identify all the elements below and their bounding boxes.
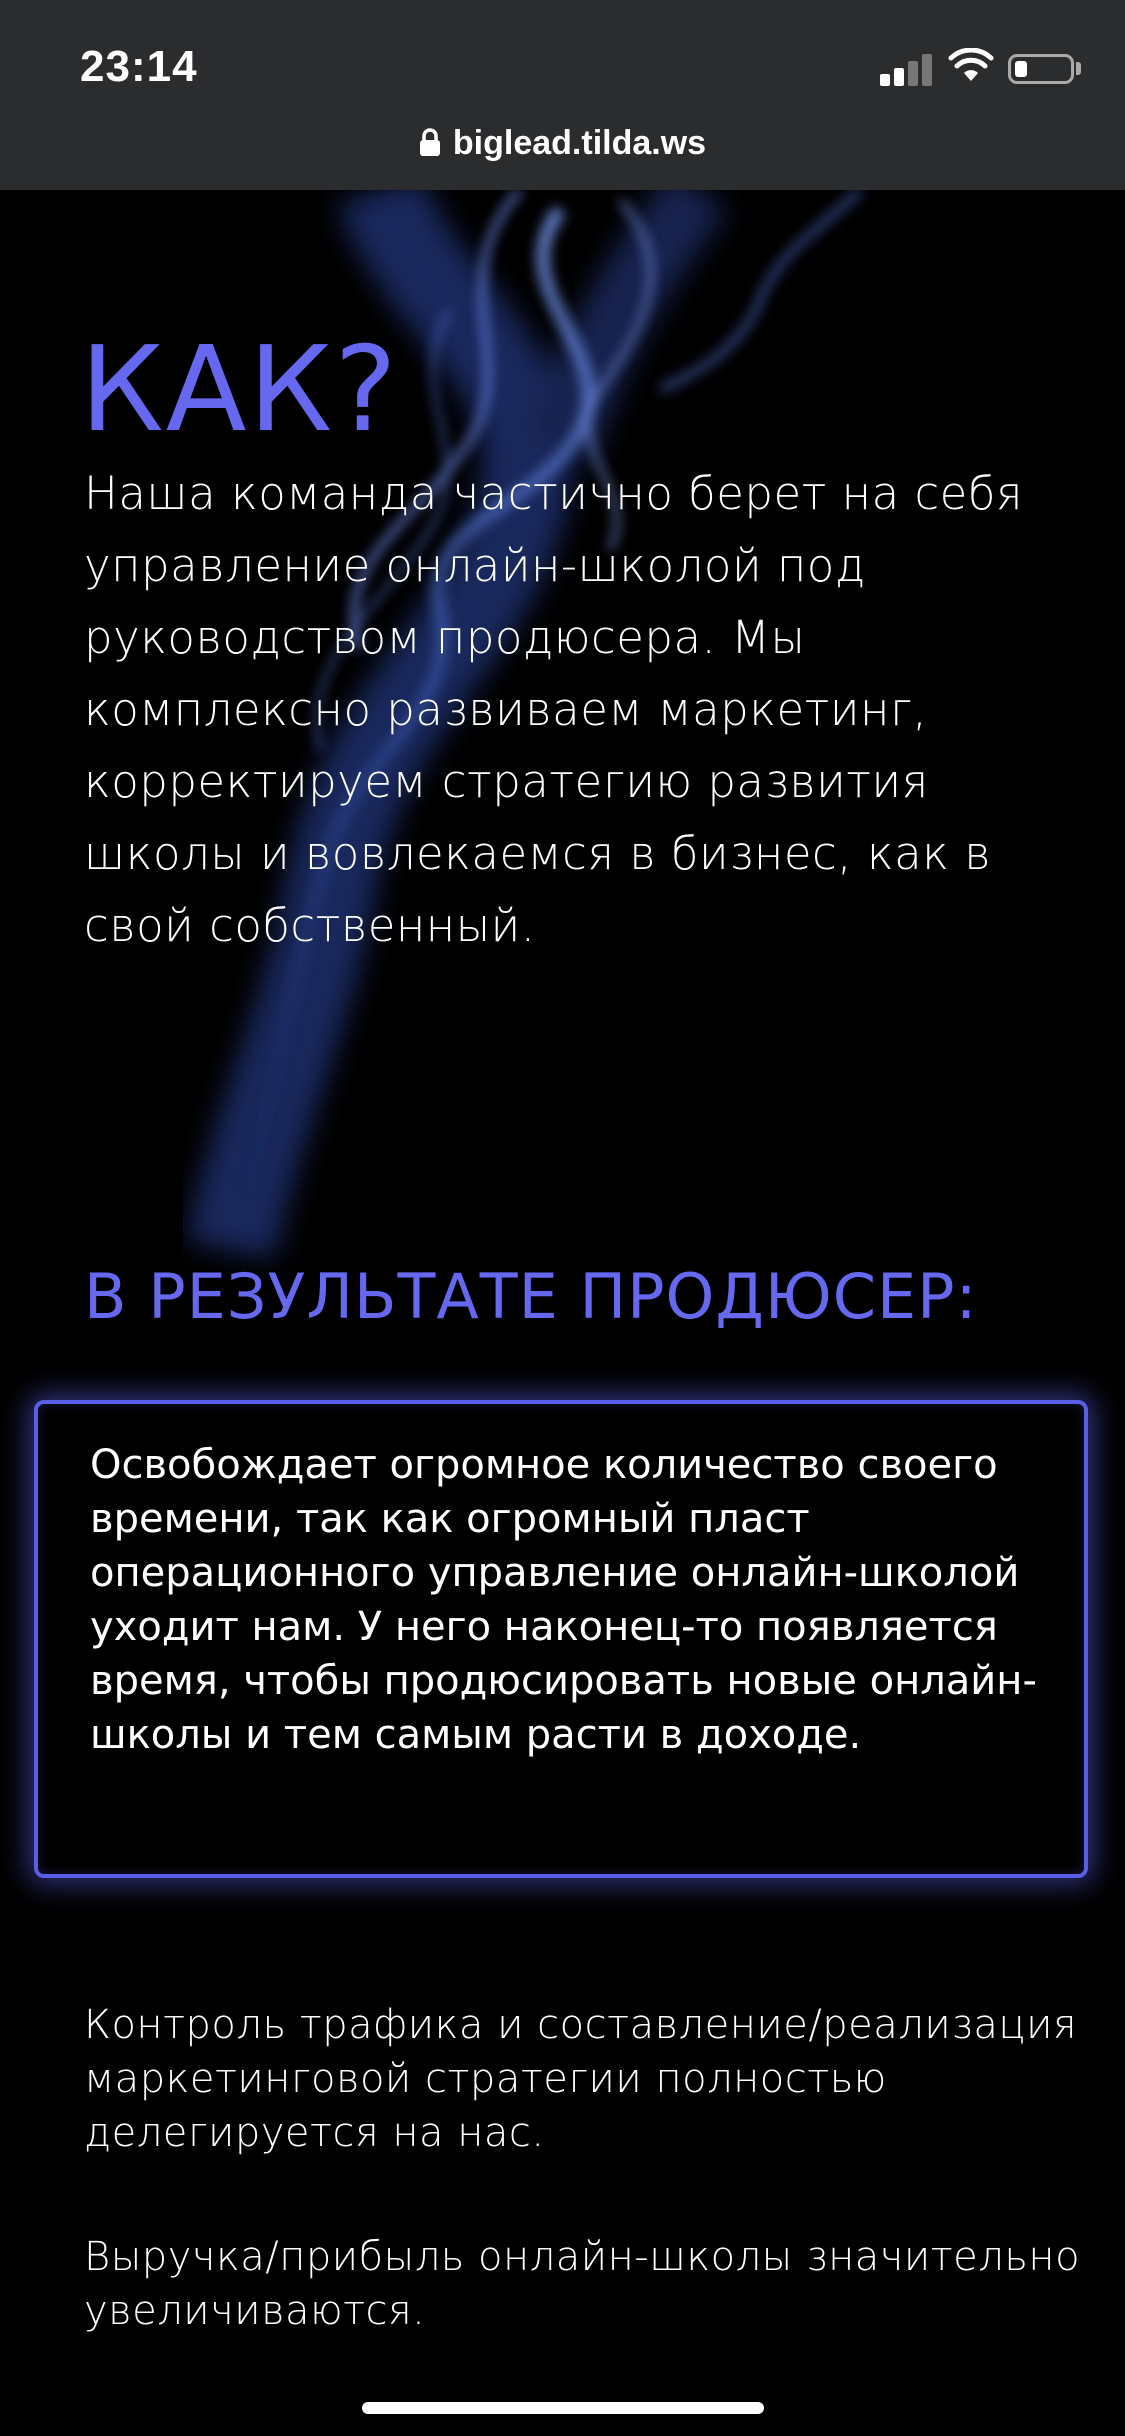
- how-description: Наша команда частично берет на себя управление онлайн-школой под руководством продюсера. Мы комплексно развиваем маркетинг, корректируем стратегию развития школы и вовлекаемся в бизнес, как в свой собственный.: [84, 467, 1024, 952]
- result-item-text: Освобождает огромное количество своего времени, так как огромный пласт операционного управление онлайн-школой уходит нам. У него наконец-то появляется время, чтобы продюсировать новые онлайн-школы и тем самым расти в доходе.: [90, 1442, 1037, 1758]
- page-content: [0, 190, 1125, 2436]
- result-card-highlighted: [34, 1400, 1088, 1878]
- result-item-text: Контроль трафика и составление/реализация маркетинговой стратегии полностью делегируется на нас.: [84, 2002, 1078, 2156]
- cellular-signal-icon: [880, 52, 936, 86]
- battery-cap: [1076, 62, 1081, 75]
- browser-url-bar[interactable]: [0, 118, 1125, 191]
- home-indicator[interactable]: [362, 2402, 764, 2414]
- status-time: 23:14: [80, 42, 198, 91]
- status-bar: [0, 0, 1125, 130]
- wifi-icon: [948, 48, 994, 84]
- battery-icon: [1008, 54, 1074, 84]
- lock-icon: [419, 127, 441, 157]
- url-text: biglead.tilda.ws: [452, 124, 707, 162]
- how-heading: КАК?: [80, 320, 399, 458]
- result-heading: В РЕЗУЛЬТАТЕ ПРОДЮСЕР:: [84, 1260, 978, 1333]
- result-item-text: Выручка/прибыль онлайн-школы значительно увеличиваются.: [84, 2234, 1081, 2334]
